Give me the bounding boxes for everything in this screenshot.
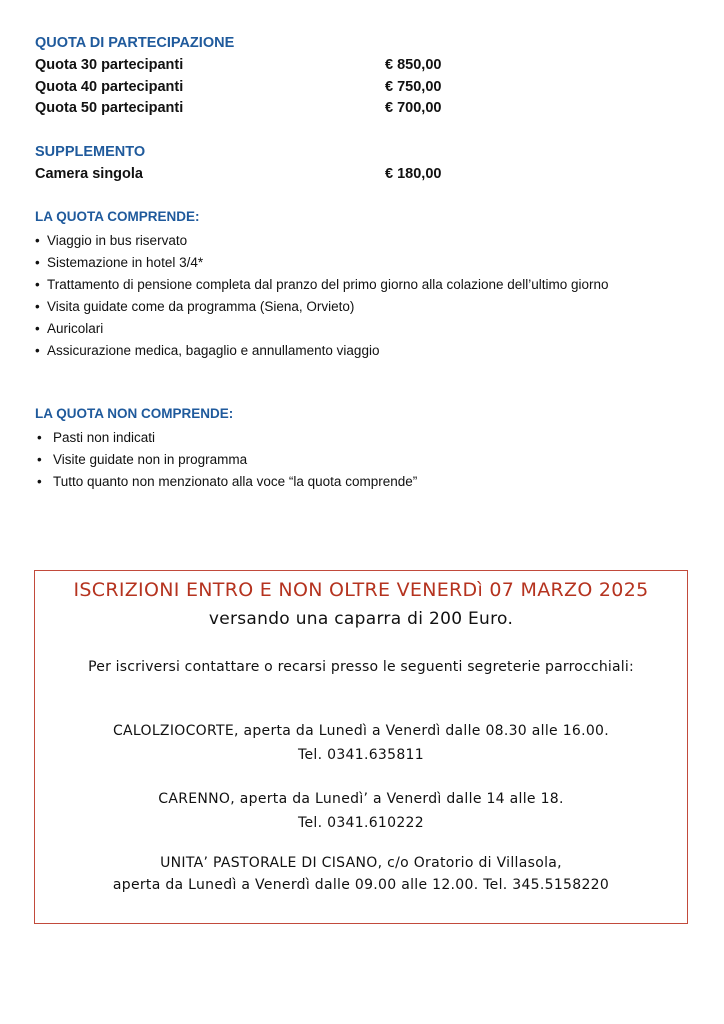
price-row-single-room <box>35 164 455 184</box>
list-item: • Trattamento di pensione completa dal pranzo del primo giorno alla colazione dell’ultimo giorno <box>35 274 691 296</box>
office-calolziocorte-hours: CALOLZIOCORTE, aperta da Lunedì a Venerdì dalle 08.30 alle 16.00. <box>112 723 610 739</box>
list-item: • Visita guidate come da programma (Siena, Orvieto) <box>35 296 691 318</box>
comprende-heading: LA QUOTA COMPRENDE: <box>35 209 200 224</box>
list-item: • Sistemazione in hotel 3/4* <box>35 252 691 274</box>
price-row-50 <box>35 98 455 118</box>
list-item: • Tutto quanto non menzionato alla voce “la quota comprende” <box>35 471 691 493</box>
supplemento-heading: SUPPLEMENTO <box>35 144 146 160</box>
non-comprende-heading: LA QUOTA NON COMPRENDE: <box>35 406 234 421</box>
office-cisano-hours: aperta da Lunedì a Venerdì dalle 09.00 alle 12.00. Tel. 345.5158220 <box>112 877 610 893</box>
list-item: • Auricolari <box>35 318 691 340</box>
list-item: • Pasti non indicati <box>35 427 691 449</box>
office-carenno-hours: CARENNO, aperta da Lunedì’ a Venerdì dalle 14 alle 18. <box>158 791 564 807</box>
office-carenno-phone: Tel. 0341.610222 <box>298 815 424 831</box>
list-item: • Visite guidate non in programma <box>35 449 691 471</box>
iscrizioni-info: Per iscriversi contattare o recarsi presso le seguenti segreterie parrocchiali: <box>88 659 634 675</box>
price-label: Quota 30 partecipanti <box>35 57 184 73</box>
price-label: Quota 50 partecipanti <box>35 100 184 116</box>
price-label: Camera singola <box>35 166 143 182</box>
list-item: • Assicurazione medica, bagaglio e annullamento viaggio <box>35 340 691 362</box>
iscrizioni-title: ISCRIZIONI ENTRO E NON OLTRE VENERDì 07 MARZO 2025 <box>73 579 649 601</box>
price-label: Quota 40 partecipanti <box>35 79 184 95</box>
iscrizioni-subtitle: versando una caparra di 200 Euro. <box>208 609 514 629</box>
office-cisano-address: UNITA’ PASTORALE DI CISANO, c/o Oratorio di Villasola, <box>160 855 562 871</box>
comprende-list <box>35 230 691 362</box>
quota-heading: QUOTA DI PARTECIPAZIONE <box>35 35 235 51</box>
office-calolziocorte-phone: Tel. 0341.635811 <box>298 747 424 763</box>
price-value: € 850,00 <box>385 57 442 73</box>
price-value: € 750,00 <box>385 79 442 95</box>
iscrizioni-box <box>34 570 688 924</box>
price-value: € 700,00 <box>385 100 442 116</box>
list-item: • Viaggio in bus riservato <box>35 230 691 252</box>
price-row-30 <box>35 55 455 75</box>
price-row-40 <box>35 77 455 97</box>
price-value: € 180,00 <box>385 166 442 182</box>
non-comprende-list <box>35 427 691 493</box>
